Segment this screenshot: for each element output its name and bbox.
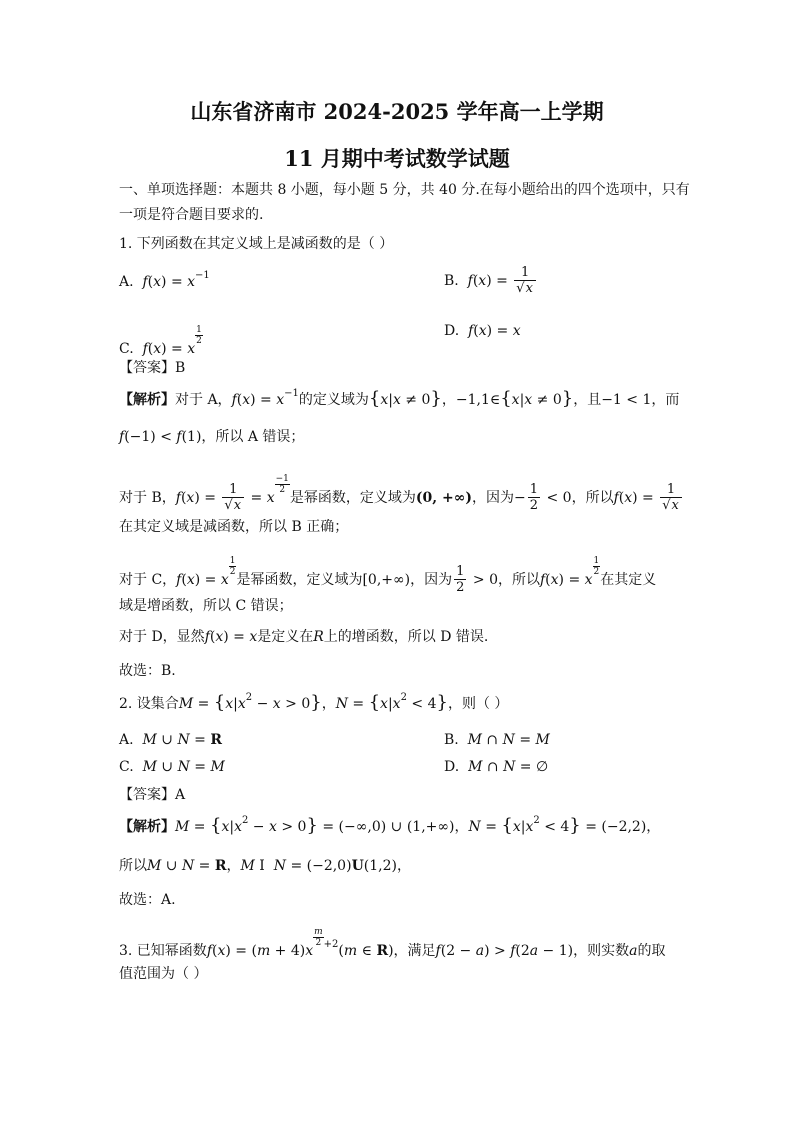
page-title-line2: 11 月期中考试数学试题 [284, 146, 510, 171]
q1-exp-a5: ，所以 A 错误； [201, 429, 305, 445]
q2-stem-2: ，则（ ） [447, 696, 509, 712]
q2-option-a: A. M ∪ N = R [119, 732, 222, 748]
q3-stem-4: 的取 [637, 943, 666, 959]
q1-exp-a3: ，且 [573, 392, 602, 408]
q3-stem-3: ，则实数 [573, 943, 630, 959]
q1-option-d: D. f(x) = x [444, 323, 521, 339]
q1-answer: 【答案】B [119, 360, 186, 376]
section-intro-line2: 一项是符合题目要求的. [119, 207, 264, 223]
q1-explanation-a-cont: f(−1) < f(1)，所以 A 错误； [119, 429, 305, 445]
question-3-stem: 3. 已知幂函数f(x) = (m + 4)x $\frac{m}{2}$ $^{+2}$(m ∈ R)，满足f(2 − a) > f(2a − 1)，则实数a的取 [119, 927, 666, 959]
q2-exp2-1: 所以 [119, 858, 147, 874]
q1-exp-b3: ，因为 [472, 490, 515, 506]
q1-option-a: A. $f(x) = x^{-1}$ [119, 270, 210, 290]
q1-exp-a2: 的定义域为 [298, 392, 369, 408]
q1-option-c: C. f(x) = x $\frac{1}{2}$ [119, 325, 202, 357]
q1-exp-d1: 对于 D，显然 [119, 629, 205, 645]
q2-explanation-2: 所以M ∪ N = R，M I N = (−2,0)U(1,2)， [119, 858, 411, 874]
question-2-stem: 2. 设集合$M = \{x|x^2 - x > 0\}$，$N = \{x|x^2 < 4\}$，则（ ） [119, 692, 509, 713]
q1-exp-c3: ，因为 [410, 572, 453, 588]
section-intro-line1: 一、单项选择题：本题共 8 小题，每小题 5 分，共 40 分.在每小题给出的四个选项中，只有 [119, 182, 690, 198]
q1-exp-d3: 上的增函数，所以 D 错误. [323, 629, 489, 645]
q1-explanation-d: 对于 D，显然f(x) = x是定义在R上的增函数，所以 D 错误. [119, 629, 489, 645]
q1-explanation-c-cont: 域是增函数，所以 C 错误； [119, 598, 293, 614]
q2-option-b: B. M ∩ N = M [444, 732, 550, 748]
q1-exp-c1: 对于 C， [119, 572, 177, 588]
explanation-label: 【解析】 [119, 392, 175, 408]
q1-option-b: B. f(x) = $\frac{1}{√x}$ [444, 265, 538, 297]
question-3-stem-cont: 值范围为（ ） [119, 966, 208, 982]
q2-option-d: D. M ∩ N = ∅ [444, 759, 549, 775]
q3-stem-2: ，满足 [393, 943, 436, 959]
q1-exp-b4: ，所以 [571, 490, 614, 506]
q1-exp-a1: 对于 A， [175, 392, 232, 408]
q1-exp-c2: 是幂函数，定义域为 [236, 572, 363, 588]
q1-exp-b2: 是幂函数，定义域为 [289, 490, 416, 506]
q2-stem-1: 2. 设集合 [119, 696, 179, 712]
q2-conclusion: 故选：A. [119, 892, 176, 908]
q1-exp-b1: 对于 B， [119, 490, 176, 506]
q2-answer: 【答案】A [119, 787, 186, 803]
q2-option-c: C. M ∪ N = M [119, 759, 225, 775]
q1-exp-d2: 是定义在 [257, 629, 314, 645]
q1-exp-a4: ，而 [651, 392, 680, 408]
question-1-stem: 1. 下列函数在其定义域上是减函数的是（ ） [119, 236, 394, 252]
q1-explanation-b: 对于 B，f(x) = $\frac{1}{√x}$ = x $\frac{-1}{2}$ 是幂函数，定义域为(0, +∞)，因为− $\frac{1}{2}$ < 0，所以f(x) = $\frac{1}{√x}$ [119, 474, 684, 514]
q1-explanation-c: 对于 C，f(x) = x $\frac{1}{2}$ 是幂函数，定义域为[0,+∞)，因为 $\frac{1}{2}$ > 0，所以f(x) = x $\frac{1}{2}$ 在其定义 [119, 556, 657, 595]
page-title-line1: 山东省济南市 2024-2025 学年高一上学期 [190, 99, 604, 124]
q1-exp-c5: 在其定义 [600, 572, 657, 588]
q2-explanation-1: 【解析】$M = \{x|x^2 - x > 0\} = (-\infty,0)$ ∪ (1,+∞)，$N = \{x|x^2 < 4\} = (-2,2)$， [119, 815, 661, 836]
q1-explanation-b-cont: 在其定义域是减函数，所以 B 正确； [119, 519, 349, 535]
q1-conclusion: 故选：B. [119, 663, 176, 679]
q2-explanation-label: 【解析】 [119, 819, 175, 835]
q3-stem-1: 3. 已知幂函数 [119, 943, 207, 959]
q1-explanation-a: 【解析】对于 A，$f(x) = x^{-1}$的定义域为{x|x ≠ 0}，−1,1∈{x|x ≠ 0}，且−1 < 1，而 [119, 388, 680, 409]
q1-exp-c4: ，所以 [497, 572, 540, 588]
